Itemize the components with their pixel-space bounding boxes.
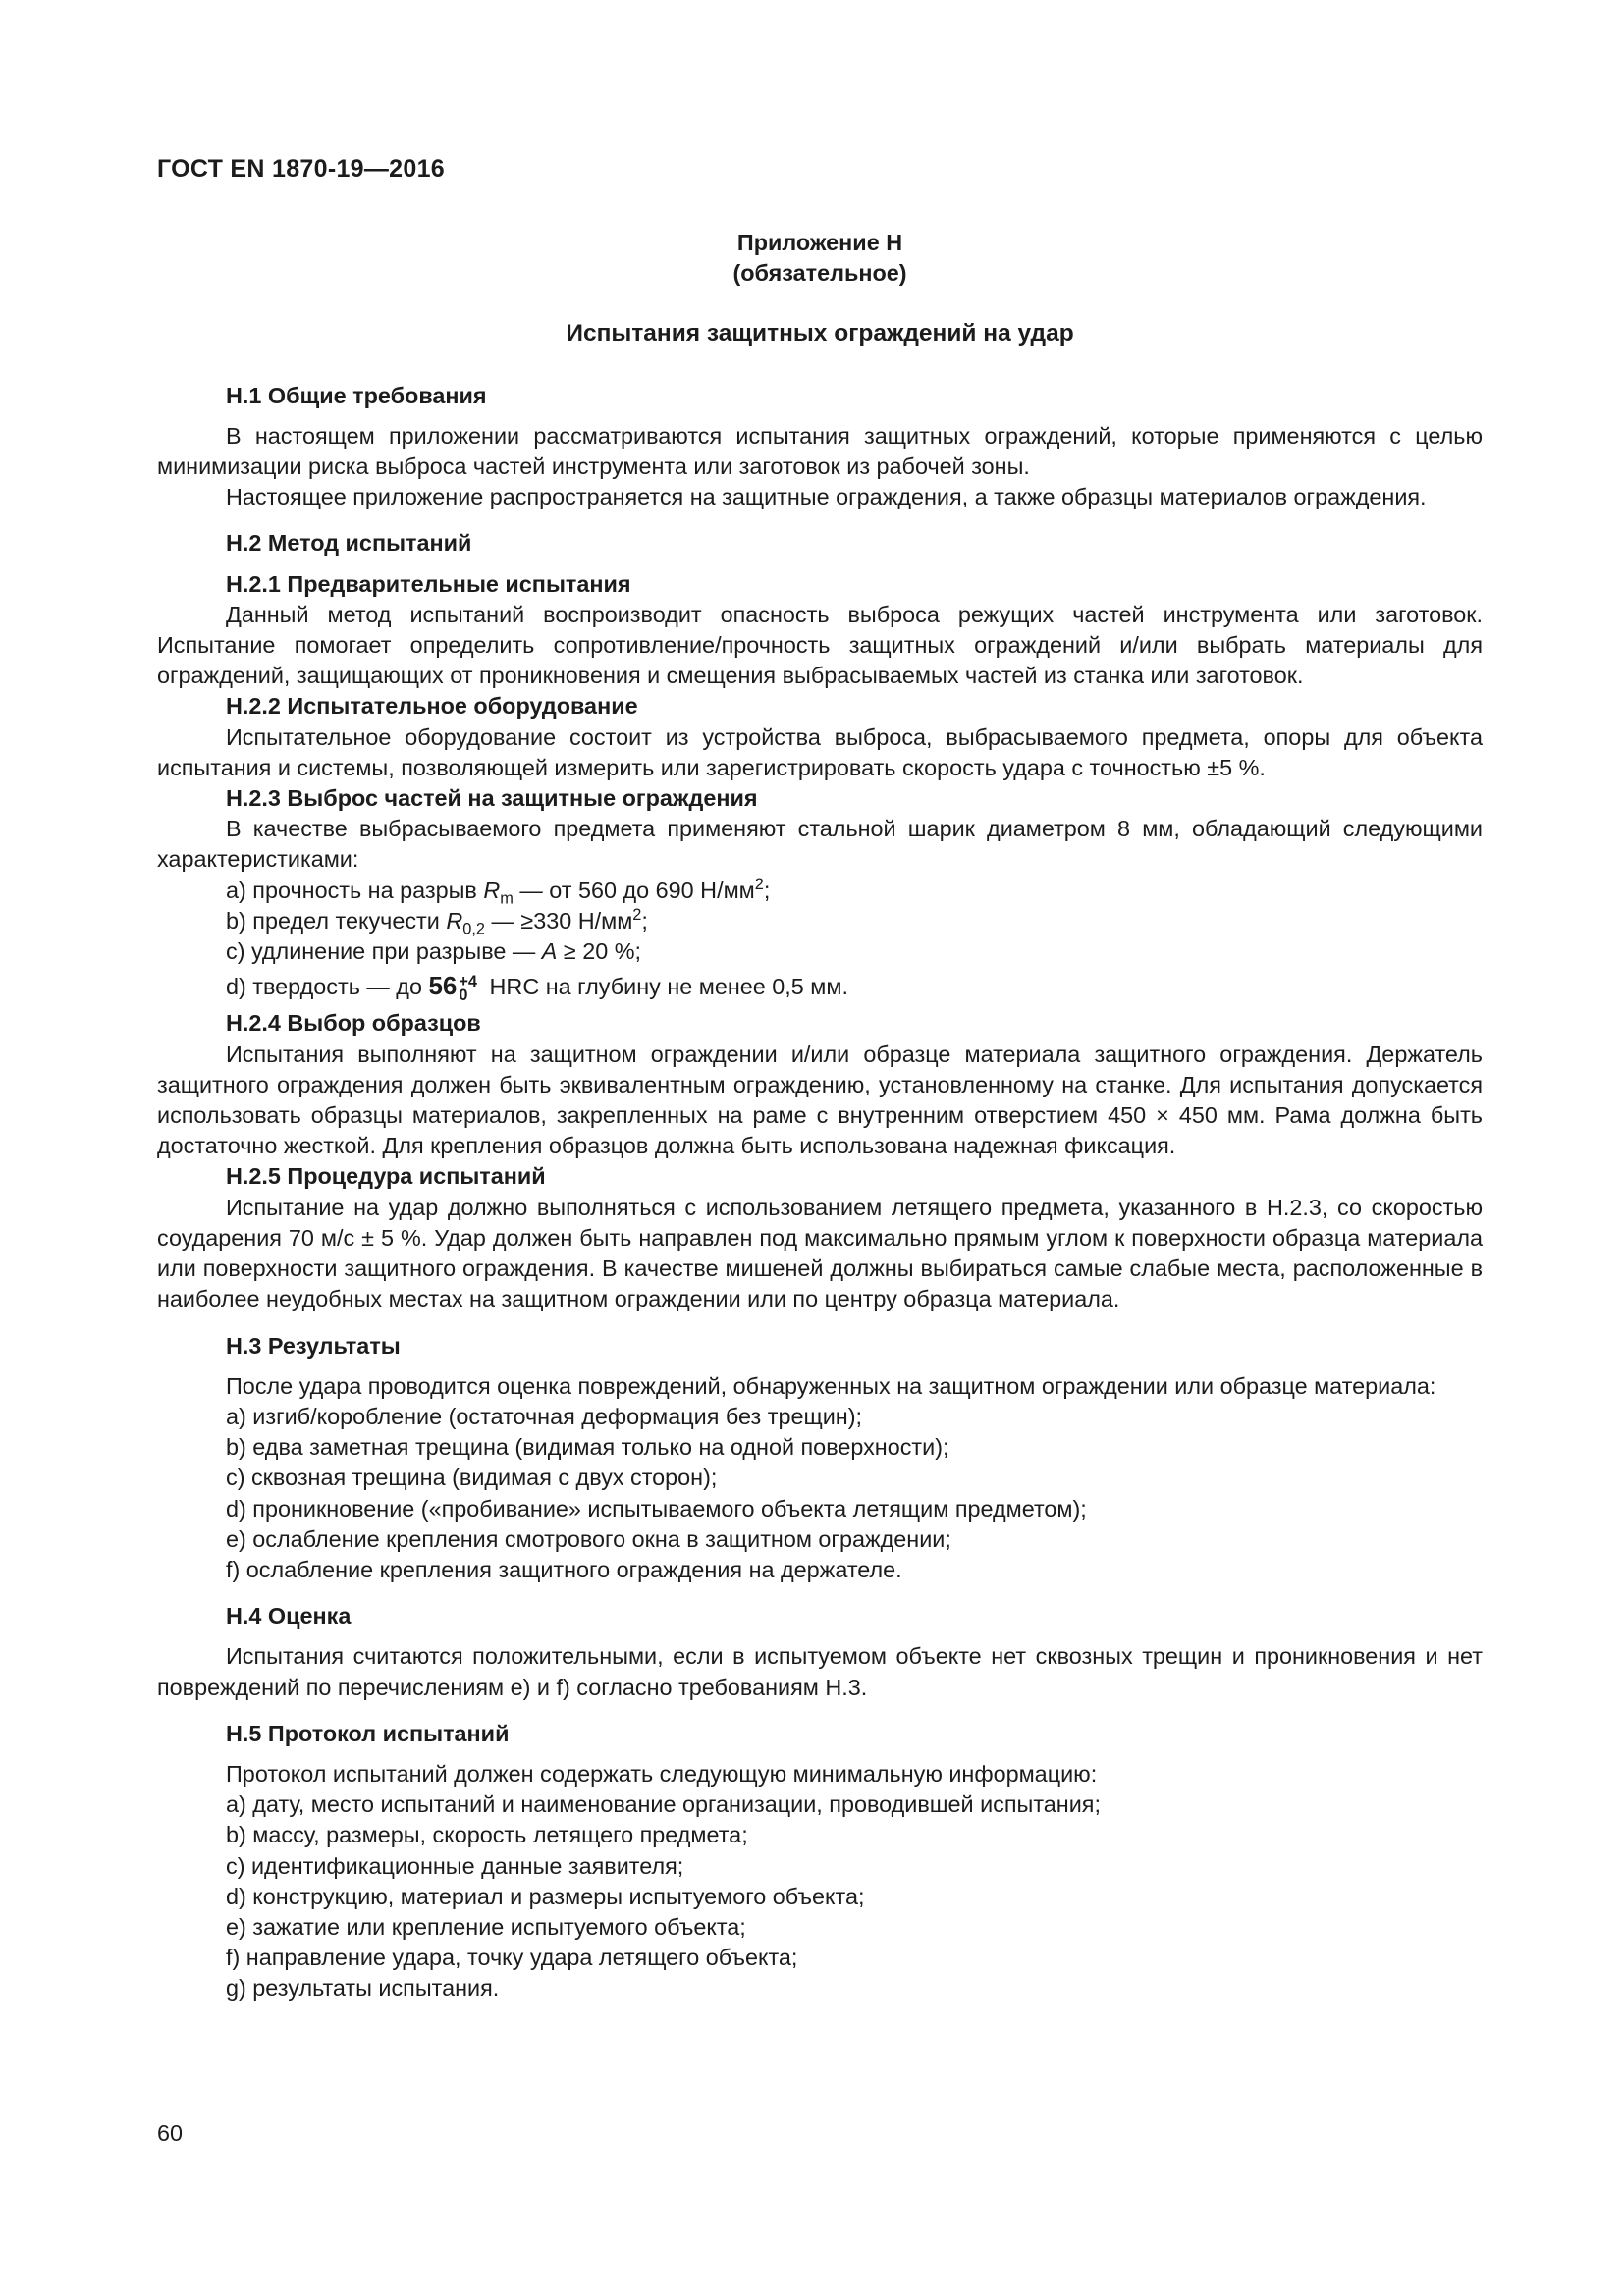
list-item: b) едва заметная трещина (видимая только на одной поверхности);: [226, 1434, 949, 1461]
section-heading-h4: Н.4 Оценка: [226, 1603, 352, 1629]
h1-paragraph-2: Настоящее приложение распространяется на защитные ограждения, а также образцы материалов ограждения.: [226, 484, 1427, 510]
list-item: f) направление удара, точку удара летящего объекта;: [226, 1945, 798, 1971]
section-heading-h2: Н.2 Метод испытаний: [226, 530, 472, 557]
section-heading-h5: Н.5 Протокол испытаний: [226, 1720, 510, 1746]
h2-3-text: В качестве выбрасываемого предмета применяют стальной шарик диаметром 8 мм, обладающий следующими характеристиками:: [157, 816, 1483, 873]
list-item: g) результаты испытания.: [226, 1975, 500, 2002]
h2-2-text: Испытательное оборудование состоит из устройства выброса, выбрасываемого предмета, опоры для объекта испытания и системы, позволяющей измерить или зарегистрировать скорость удара с точностью ±5 %.: [157, 723, 1483, 780]
subsection-heading-h2-1: Н.2.1 Предварительные испытания: [226, 570, 631, 597]
h2-4-text: Испытания выполняют на защитном ограждении и/или образце материала защитного ограждения. Держатель защитного ограждения должен быть эквивалентным ограждению, установленному на станке. Для испытания допускается использовать образцы материалов, закрепленных на раме с внутренним отверстием 450 × 450 мм. Рама должна быть достаточно жесткой. Для крепления образцов должна быть использована надежная фиксация.: [157, 1041, 1483, 1159]
list-item: d) проникновение («пробивание» испытываемого объекта летящим предметом);: [226, 1495, 1087, 1522]
annex-label: Приложение Н: [736, 230, 903, 255]
list-item: а) изгиб/коробление (остаточная деформация без трещин);: [226, 1403, 862, 1429]
section-heading-h1: Н.1 Общие требования: [226, 382, 487, 408]
annex-status: (обязательное): [732, 260, 907, 287]
hardness-tolerance: +4 0: [459, 973, 478, 1005]
list-item: е) ослабление крепления смотрового окна в защитном ограждении;: [226, 1525, 951, 1552]
list-item: d) конструкцию, материал и размеры испытуемого объекта;: [226, 1883, 865, 1909]
h1-paragraph-1: В настоящем приложении рассматриваются испытания защитных ограждений, которые применяются с целью минимизации риска выброса частей инструмента или заготовок из рабочей зоны.: [157, 422, 1483, 480]
subsection-heading-h2-5: Н.2.5 Процедура испытаний: [226, 1163, 546, 1190]
list-item: а) дату, место испытаний и наименование организации, проводившей испытания;: [226, 1791, 1101, 1818]
h5-intro: Протокол испытаний должен содержать следующую минимальную информацию:: [226, 1760, 1098, 1787]
list-item-yield: b) предел текучести $R_{0,2}$ — ≥330 $Н/мм^2$;: [226, 906, 648, 938]
subsection-heading-h2-3: Н.2.3 Выброс частей на защитные ограждения: [226, 785, 758, 812]
h2-1-text: Данный метод испытаний воспроизводит опасность выброса режущих частей инструмента или заготовок. Испытание помогает определить сопротивление/прочность защитных ограждений и/или выбрать материалы для ограждений, защищающих от проникновения и смещения выбрасываемых частей из станка или заготовок.: [157, 601, 1483, 689]
list-item-elongation: с) удлинение при разрыве — A ≥ 20 %;: [226, 938, 642, 965]
list-item: с) идентификационные данные заявителя;: [226, 1852, 684, 1879]
section-heading-h3: Н.3 Результаты: [226, 1332, 401, 1359]
page-content: [157, 228, 1483, 2004]
h3-intro: После удара проводится оценка повреждений, обнаруженных на защитном ограждении или образце материала:: [226, 1372, 1436, 1399]
h2-5-text: Испытание на удар должно выполняться с использованием летящего предмета, указанного в Н.2.3, со скоростью соударения 70 м/с ± 5 %. Удар должен быть направлен под максимально прямым углом к поверхности образца материала или поверхности защитного ограждения. В качестве мишеней должны выбираться самые слабые места, расположенные в наиболее неудобных местах на защитном ограждении или по центру образца материала.: [157, 1194, 1483, 1312]
list-item: е) зажатие или крепление испытуемого объекта;: [226, 1913, 746, 1940]
list-item: b) массу, размеры, скорость летящего предмета;: [226, 1822, 748, 1848]
list-item: f) ослабление крепления защитного ограждения на держателе.: [226, 1556, 902, 1582]
subsection-heading-h2-4: Н.2.4 Выбор образцов: [226, 1010, 481, 1037]
h4-text: Испытания считаются положительными, если в испытуемом объекте нет сквозных трещин и проникновения и нет повреждений по перечислениям е) и f) согласно требованиям Н.3.: [157, 1643, 1483, 1700]
page-number: 60: [157, 2120, 184, 2146]
document-code-header: ГОСТ EN 1870-19—2016: [157, 155, 445, 183]
list-item: с) сквозная трещина (видимая с двух сторон);: [226, 1465, 718, 1491]
annex-title: Испытания защитных ограждений на удар: [566, 320, 1074, 347]
subsection-heading-h2-2: Н.2.2 Испытательное оборудование: [226, 693, 638, 720]
list-item-hardness: d) твердость — до 56 +4 0 HRC на глубину не менее 0,5 мм.: [226, 971, 848, 1005]
list-item-tensile: а) прочность на разрыв $R_m$ — от 560 до 690 $Н/мм^2$;: [226, 875, 771, 908]
